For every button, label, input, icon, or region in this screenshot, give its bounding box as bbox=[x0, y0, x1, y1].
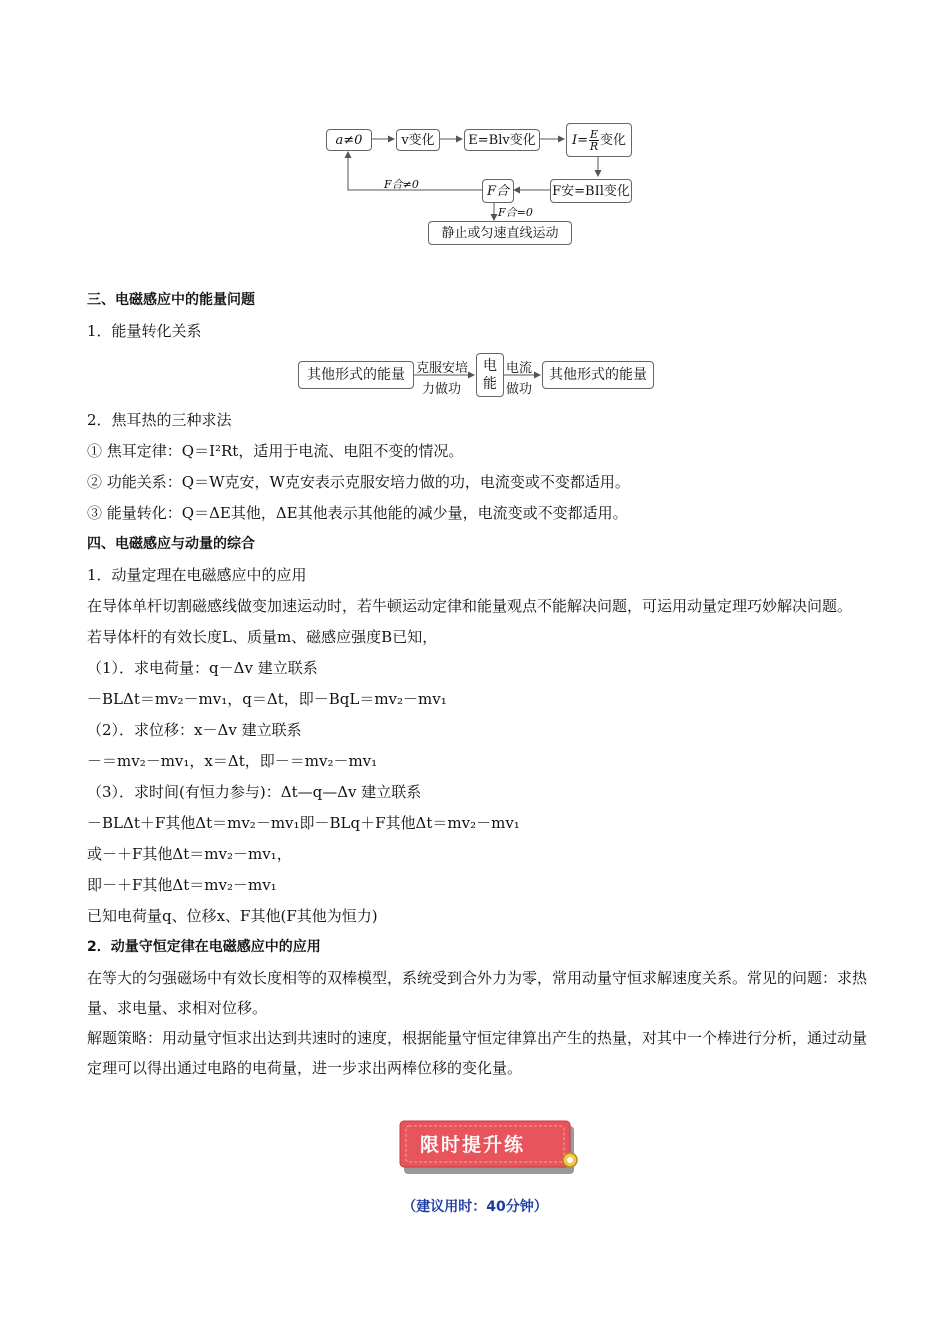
i-er-den: R bbox=[589, 139, 599, 153]
energy-mid-line1: 电 bbox=[483, 358, 497, 374]
energy-conversion-line: ③ 能量转化：Q＝ΔE其他，ΔE其他表示其他能的减少量，电流变或不变都适用。 bbox=[87, 504, 628, 522]
label-f-he-ne-0: F合≠0 bbox=[384, 178, 419, 191]
step-1-charge: （1）．求电荷量：q－Δv 建立联系 bbox=[87, 659, 318, 677]
section-heading-3: 三、电磁感应中的能量问题 bbox=[87, 292, 255, 308]
step-2-displacement: （2）．求位移：x－Δv 建立联系 bbox=[87, 721, 302, 739]
step-1-formula: －BLΔt＝mv₂－mv₁，q＝Δt，即－BqL＝mv₂－mv₁ bbox=[87, 690, 447, 708]
work-energy-line: ② 功能关系：Q＝W克安，W克安表示克服安培力做的功，电流变或不变都适用。 bbox=[87, 473, 630, 491]
step-3-time: （3）．求时间(有恒力参与)：Δt—q—Δv 建立联系 bbox=[87, 783, 422, 801]
energy-mid-box bbox=[476, 353, 504, 397]
energy-label1-line1: 克服安培 bbox=[416, 361, 469, 376]
box-f-an: F安=BIl变化 bbox=[550, 179, 632, 203]
box-i-er bbox=[566, 123, 632, 157]
i-er-num: E bbox=[589, 127, 599, 141]
energy-right-box: 其他形式的能量 bbox=[542, 361, 654, 389]
suggested-time: （建议用时：40分钟） bbox=[402, 1199, 548, 1215]
energy-label2-line2: 做功 bbox=[506, 382, 533, 397]
double-rod-paragraph: 在等大的匀强磁场中有效长度相等的双棒模型，系统受到合外力为零，常用动量守恒求解速度关系。常见的问题：求热量、求电量、求相对位移。 bbox=[87, 969, 868, 1017]
i-er-suffix: 变化 bbox=[600, 132, 627, 148]
item-energy-conversion: 1．能量转化关系 bbox=[87, 322, 202, 340]
energy-diagram bbox=[296, 353, 656, 399]
box-result: 静止或匀速直线运动 bbox=[428, 221, 572, 245]
timed-practice-badge bbox=[398, 1118, 580, 1178]
flow-diagram bbox=[318, 118, 638, 246]
energy-label1-line2: 力做功 bbox=[422, 382, 462, 397]
strategy-paragraph: 解题策略：用动量守恒求出达到共速时的速度，根据能量守恒定律算出产生的热量，对其中一个棒进行分析，通过动量定理可以得出通过电路的电荷量，进一步求出两棒位移的变化量。 bbox=[87, 1029, 868, 1077]
step-3-formula-c: 即－＋F其他Δt＝mv₂－mv₁ bbox=[87, 876, 277, 894]
item-joule-heat: 2．焦耳热的三种求法 bbox=[87, 411, 232, 429]
label-f-he-eq-0: F合=0 bbox=[498, 206, 533, 219]
energy-label2-line1: 电流 bbox=[506, 361, 533, 376]
step-3-formula-a: －BLΔt＋F其他Δt＝mv₂－mv₁即－BLq＋F其他Δt＝mv₂－mv₁ bbox=[87, 814, 520, 832]
box-f-he: F合 bbox=[482, 179, 514, 203]
given-conditions-line: 若导体杆的有效长度L、质量m、磁感应强度B已知， bbox=[87, 628, 438, 646]
item-momentum-conservation: 2．动量守恒定律在电磁感应中的应用 bbox=[87, 939, 321, 955]
item-momentum-theorem: 1．动量定理在电磁感应中的应用 bbox=[87, 566, 307, 584]
energy-left-box: 其他形式的能量 bbox=[298, 361, 414, 389]
i-er-fraction bbox=[589, 129, 599, 152]
box-v-change: v变化 bbox=[396, 129, 440, 151]
section-body bbox=[87, 405, 867, 1083]
box-a-ne-0: a≠0 bbox=[326, 129, 372, 151]
section-energy-header bbox=[87, 285, 867, 347]
box-e-blv: E=Blv变化 bbox=[464, 129, 540, 151]
energy-mid-line2: 能 bbox=[483, 376, 497, 392]
joule-law-line: ① 焦耳定律：Q＝I²Rt，适用于电流、电阻不变的情况。 bbox=[87, 442, 464, 460]
known-quantities-line: 已知电荷量q、位移x、F其他(F其他为恒力) bbox=[87, 907, 378, 925]
i-er-prefix: I= bbox=[571, 132, 588, 148]
badge-text: 限时提升练 bbox=[420, 1134, 526, 1156]
momentum-intro-paragraph: 在导体单杆切割磁感线做变加速运动时，若牛顿运动定律和能量观点不能解决问题，可运用动量定理巧妙解决问题。 bbox=[87, 597, 853, 615]
step-3-formula-b: 或－＋F其他Δt＝mv₂－mv₁， bbox=[87, 845, 292, 863]
step-2-formula: －＝mv₂－mv₁，x＝Δt，即－＝mv₂－mv₁ bbox=[87, 752, 378, 770]
section-heading-4: 四、电磁感应与动量的综合 bbox=[87, 536, 255, 552]
